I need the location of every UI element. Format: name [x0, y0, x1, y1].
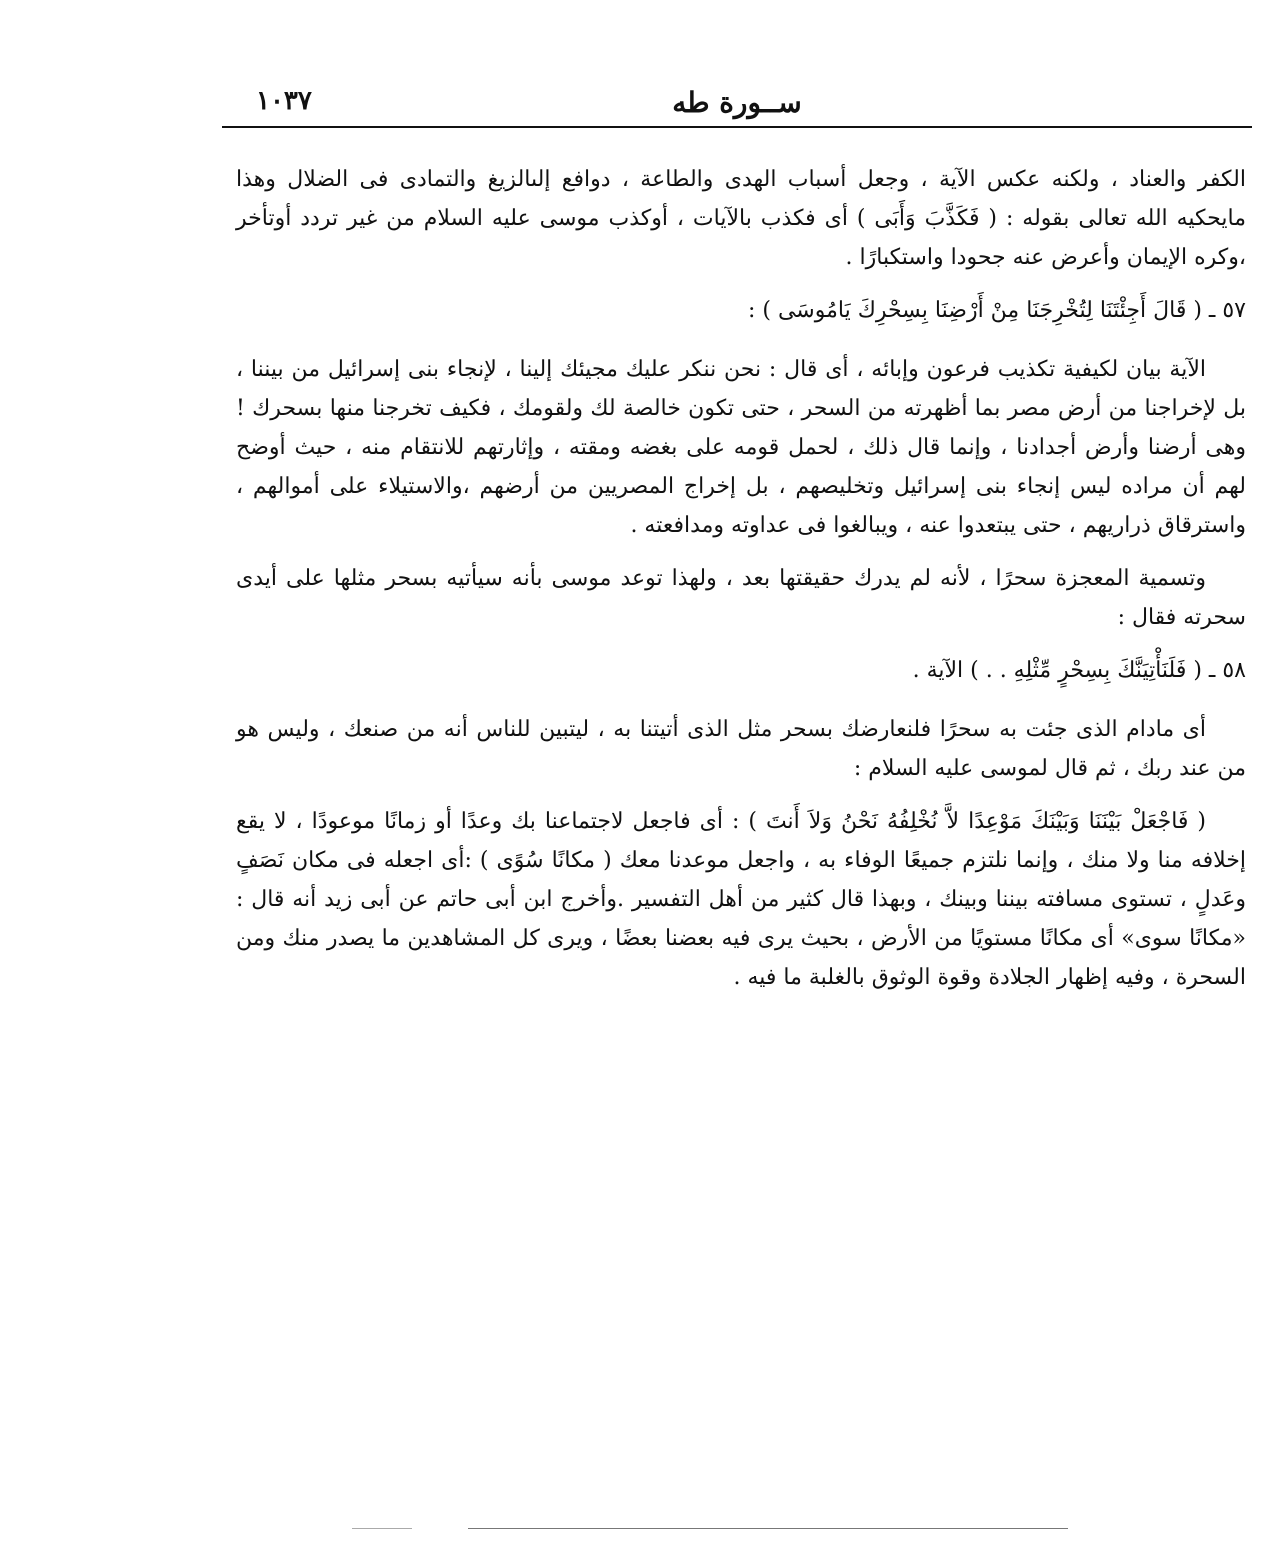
body-text	[236, 160, 1246, 1011]
page-number: ١٠٣٧	[256, 86, 312, 116]
header-divider	[222, 126, 1252, 128]
paragraph: الكفر والعناد ، ولكنه عكس الآية ، وجعل أسباب الهدى والطاعة ، دوافع إلىالزيغ والتمادى فى الضلال وهذا مايحكيه الله تعالى بقوله : ( فَكَذَّبَ وَأَبَى ) أى فكذب بالآيات ، أوكذب موسى عليه السلام من غير تردد أوتأخر ،وكره الإيمان وأعرض عنه جحودا واستكبارًا .	[236, 167, 1247, 270]
surah-title: ســورة طه	[672, 86, 802, 119]
paragraph: أى مادام الذى جئت به سحرًا فلنعارضك بسحر مثل الذى أتيتنا به ، ليتبين للناس أنه من صنعك ، وليس هو من عند ربك ، ثم قال لموسى عليه السلام :	[236, 717, 1246, 781]
paragraph: الآية بيان لكيفية تكذيب فرعون وإبائه ، أى قال : نحن ننكر عليك مجيئك إلينا ، لإنجاء بنى إسرائيل من بيننا ، بل لإخراجنا من أرض مصر بما أظهرته من السحر ، حتى تكون خالصة لك ولقومك ، فكيف تخرجنا منها بسحرك ! وهى أرضنا وأرض أجدادنا ، وإنما قال ذلك ، لحمل قومه على بغضه ومقته ، وإثارتهم للانتقام منه ، حيث أوضح لهم أن مراده ليس إنجاء بنى إسرائيل وتخليصهم ، بل إخراج المصريين من أرضهم ،والاستيلاء على أموالهم ، واسترقاق ذراريهم ، حتى يبتعدوا عنه ، ويبالغوا فى عداوته ومدافعته .	[236, 357, 1246, 538]
verse-heading-58: ٥٨ ـ ( فَلَنَأْتِيَنَّكَ بِسِحْرٍ مِّثْلِهِ . . ) الآية .	[912, 658, 1246, 683]
paragraph: وتسمية المعجزة سحرًا ، لأنه لم يدرك حقيقتها بعد ، ولهذا توعد موسى بأنه سيأتيه بسحر مثلها على أيدى سحرته فقال :	[236, 566, 1246, 630]
footer-divider	[468, 1528, 1068, 1529]
verse-heading-57: ٥٧ ـ ( قَالَ أَجِئْتَنَا لِتُخْرِجَنَا مِنْ أَرْضِنَا بِسِحْرِكَ يَامُوسَى ) :	[747, 298, 1246, 323]
footer-divider-short	[352, 1528, 412, 1529]
paragraph: ( فَاجْعَلْ بَيْنَنَا وَبَيْنَكَ مَوْعِدًا لاَّ نُخْلِفُهُ نَحْنُ وَلاَ أَنتَ ) : أى فاجعل لاجتماعنا بك وعدًا أو زمانًا موعودًا ، لا يقع إخلافه منا ولا منك ، وإنما نلتزم جميعًا الوفاء به ، واجعل موعدنا معك ( مكانًا سُوًى ) :أى اجعله فى مكان نَصَفٍ وعَدلٍ ، تستوى مسافته بيننا وبينك ، وبهذا قال كثير من أهل التفسير .وأخرج ابن أبى حاتم عن أبى زيد أنه قال : «مكانًا سوى» أى مكانًا مستويًا من الأرض ، بحيث يرى فيه بعضنا بعضًا ، ويرى كل المشاهدين ما يصدر منك ومن السحرة ، وفيه إظهار الجلادة وقوة الوثوق بالغلبة ما فيه .	[236, 809, 1246, 990]
page-header	[222, 84, 1252, 128]
